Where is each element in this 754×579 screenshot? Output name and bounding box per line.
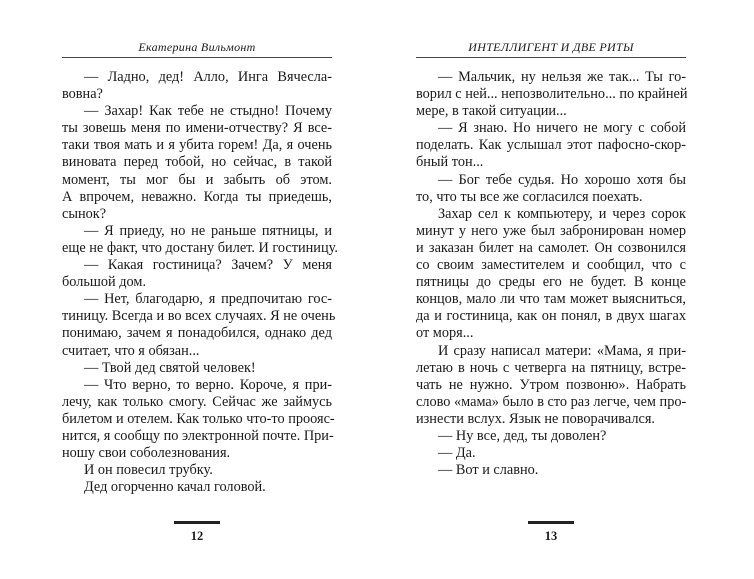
- text-line: от моря...: [416, 325, 474, 342]
- text-line: — Твой дед святой человек!: [84, 359, 256, 376]
- page-body: [62, 69, 338, 496]
- text-line: таки твоя мать и я убита горем! Да, я очень: [62, 137, 332, 154]
- text-line: Захар сел к компьютеру, и через сорок: [438, 205, 686, 222]
- paragraph: [62, 103, 332, 223]
- text-line: — Я приеду, но не раньше пятницы, и: [84, 222, 332, 239]
- text-line: еще не факт, что достану билет. И гостиницу.: [62, 239, 338, 256]
- paragraph: [62, 462, 332, 479]
- paragraph: [62, 69, 332, 103]
- text-line: — Какая гостиница? Зачем? У меня: [84, 257, 332, 274]
- page-number: 13: [544, 529, 558, 543]
- footer-rule: [528, 521, 574, 524]
- paragraph: [62, 257, 332, 291]
- text-line: понимаю, зачем я понадобился, однако дед: [62, 325, 332, 342]
- text-line: концов, мало ли что там может выясниться,: [416, 291, 686, 308]
- paragraph: [416, 69, 686, 120]
- paragraph: [416, 445, 686, 462]
- text-line: И он повесил трубку.: [84, 462, 213, 479]
- text-line: — Что верно, то верно. Короче, я при-: [84, 376, 332, 393]
- text-line: — Я знаю. Но ничего не могу с собой: [438, 120, 686, 137]
- text-line: момент, ты мог бы и забыть об этом.: [62, 171, 332, 188]
- text-line: билетом и отелем. Как только что-то проояс-: [62, 410, 335, 427]
- header-rule: [62, 57, 332, 58]
- paragraph: [416, 172, 686, 206]
- paragraph: [416, 428, 686, 445]
- paragraph: [416, 120, 686, 171]
- text-line: нится, я сообщу по электронной почте. При-: [62, 427, 334, 444]
- text-line: — Да.: [438, 445, 476, 462]
- text-line: ты зовешь меня по имени-отчеству? Я все-: [62, 120, 332, 137]
- text-line: — Бог тебе судья. Но хорошо хотя бы: [438, 171, 686, 188]
- text-line: со своим заместителем и сообщил, что с: [416, 257, 686, 274]
- paragraph: [62, 222, 338, 257]
- text-line: лечу, как только смогу. Сейчас же займусь: [62, 393, 332, 410]
- text-line: пятницы до среды его не будет. В конце: [416, 274, 686, 291]
- text-line: тиницу. Всегда и во всех случаях. Я не очень: [62, 308, 336, 325]
- text-line: изнести вслух. Язык не поворачивался.: [416, 410, 655, 427]
- paragraph: [62, 291, 336, 359]
- text-line: ворил с ней... непозволительно... по крайней: [416, 86, 688, 103]
- text-line: — Ну все, дед, ты доволен?: [438, 427, 607, 444]
- text-line: виновата перед тобой, но сейчас, в такой: [62, 154, 332, 171]
- text-line: и заказан билет на самолет. Он созвонился: [416, 239, 686, 256]
- page-body: [416, 69, 686, 479]
- text-line: бный тон...: [416, 154, 484, 171]
- header-rule: [416, 57, 686, 58]
- running-head-title: ИНТЕЛЛИГЕНТ И ДВЕ РИТЫ: [468, 40, 634, 54]
- text-line: Дед огорченно качал головой.: [84, 479, 266, 496]
- paragraph: [62, 376, 335, 462]
- text-line: то, что ты все же согласился поехать.: [416, 188, 643, 205]
- text-line: — Мальчик, ну нельзя же так... Ты го-: [438, 69, 686, 85]
- page-number: 12: [190, 529, 204, 543]
- paragraph: [62, 360, 332, 377]
- text-line: считает, что я обязан...: [62, 342, 200, 359]
- text-line: — Ладно, дед! Алло, Инга Вячесла-: [84, 69, 332, 85]
- text-line: мере, в такой ситуации...: [416, 103, 567, 120]
- paragraph: [416, 462, 686, 479]
- text-line: — Нет, благодарю, я предпочитаю гос-: [84, 291, 332, 308]
- text-line: И сразу написал матери: «Мама, я при-: [438, 342, 686, 359]
- text-line: минут у него уже был забронирован номер: [416, 222, 686, 239]
- paragraph: [416, 343, 686, 428]
- text-line: А впрочем, неважно. Когда ты приедешь,: [62, 188, 332, 205]
- text-line: чать не нужно. Утром позвоню». Набрать: [416, 376, 686, 393]
- paragraph: [416, 206, 686, 343]
- footer-rule: [174, 521, 220, 524]
- text-line: вовна?: [62, 86, 103, 103]
- text-line: — Захар! Как тебе не стыдно! Почему: [84, 103, 332, 120]
- paragraph: [62, 479, 332, 496]
- text-line: поделать. Как услышал этот пафосно-скор-: [416, 137, 686, 154]
- text-line: летаю в ночь с четверга на пятницу, встре-: [416, 359, 686, 376]
- text-line: да и гостиница, как он понял, в двух шагах: [416, 308, 686, 325]
- text-line: большой дом.: [62, 274, 147, 291]
- text-line: сынок?: [62, 205, 107, 222]
- text-line: слово «мама» было в сто раз легче, чем про-: [416, 393, 687, 410]
- text-line: — Вот и славно.: [438, 462, 539, 479]
- text-line: ношу свои соболезнования.: [62, 445, 231, 462]
- running-head-author: Екатерина Вильмонт: [138, 40, 256, 54]
